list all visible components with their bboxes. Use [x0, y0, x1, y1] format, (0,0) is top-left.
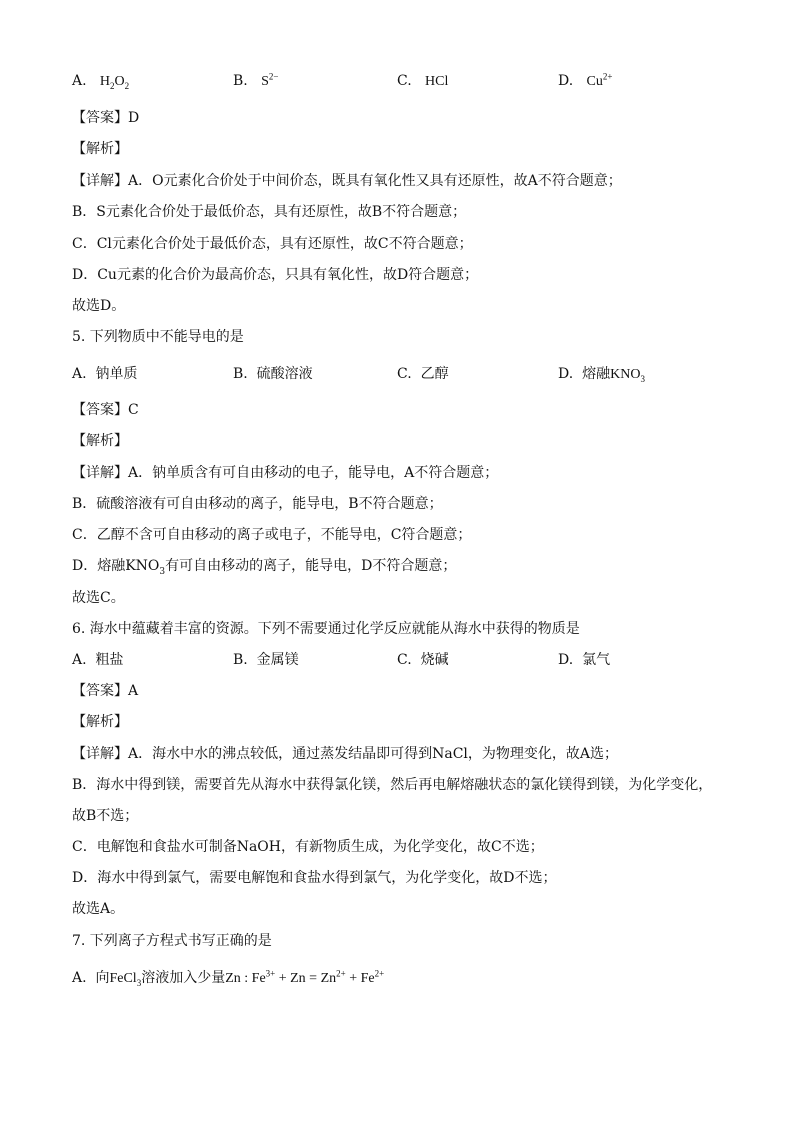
- q6-detail: 【详解】A．海水中水的沸点较低，通过蒸发结晶即可得到NaCl，为物理变化，故A选；: [72, 746, 619, 762]
- q4-detail: B．S元素化合价处于最低价态，具有还原性，故B不符合题意；: [72, 204, 467, 220]
- q5-detail: B．硫酸溶液有可自由移动的离子，能导电，B不符合题意；: [72, 496, 443, 512]
- q6-option-b: [233, 651, 299, 669]
- option-letter: B.: [233, 73, 248, 89]
- q4-option-b: [233, 72, 278, 91]
- q6-detail: D．海水中得到氯气，需要电解饱和食盐水得到氯气，为化学变化，故D不选；: [72, 870, 557, 886]
- formula-part: Zn: [225, 971, 241, 986]
- q6-option-c: [397, 651, 449, 669]
- option-text: 硫酸溶液: [256, 366, 313, 382]
- q5-answer: 【答案】C: [72, 402, 139, 418]
- option-text: 钠单质: [95, 366, 138, 382]
- q5-conclusion: 故选C。: [72, 590, 125, 606]
- ionic-equation: [225, 968, 385, 986]
- formula-part: +: [345, 971, 361, 986]
- option-letter: B.: [233, 366, 248, 382]
- option-letter: A.: [72, 970, 87, 986]
- q5-detail: [72, 557, 456, 575]
- option-letter: B.: [233, 652, 248, 668]
- formula-part: Fe: [251, 971, 266, 986]
- q6-analysis-label: 【解析】: [72, 714, 128, 730]
- formula-part: + Zn =: [275, 971, 321, 986]
- q4-conclusion: 故选D。: [72, 298, 126, 314]
- formula-subscript: 3: [640, 373, 645, 384]
- q4-detail: C．Cl元素化合价处于最低价态，具有还原性，故C不符合题意；: [72, 236, 473, 252]
- option-text: 熔融: [582, 366, 611, 382]
- q4-option-c: [397, 72, 448, 91]
- q4-option-a: [72, 72, 129, 91]
- option-letter: D.: [558, 652, 574, 668]
- formula-part: S: [261, 74, 269, 89]
- q6-option-d: [558, 651, 610, 669]
- option-text: 粗盐: [95, 652, 124, 668]
- q4-analysis-label: 【解析】: [72, 141, 128, 157]
- q5-option-c: [397, 365, 449, 383]
- q6-answer: 【答案】A: [72, 683, 139, 699]
- q5-option-d: [558, 365, 645, 384]
- q5-option-b: [233, 365, 313, 383]
- q6-detail: B．海水中得到镁，需要首先从海水中获得氯化镁，然后再电解熔融状态的氯化镁得到镁，为化学变化，: [72, 777, 713, 793]
- q6-detail: 故B不选；: [72, 808, 139, 824]
- q4-option-d: [558, 72, 612, 91]
- formula: [586, 71, 613, 89]
- option-text: 金属镁: [256, 652, 299, 668]
- formula-superscript: 3+: [265, 968, 276, 979]
- formula: [261, 71, 279, 89]
- option-letter: C.: [397, 366, 412, 382]
- q4-detail: D．Cu元素的化合价为最高价态，只具有氧化性，故D符合题意；: [72, 267, 479, 283]
- formula-subscript: 2: [110, 80, 115, 91]
- option-text: 向: [95, 970, 110, 986]
- formula-subscript: 3: [136, 977, 142, 988]
- formula: [109, 971, 141, 986]
- detail-text: 有可自由移动的离子，能导电，D不符合题意；: [165, 558, 457, 574]
- q4-detail: 【详解】A．O元素化合价处于中间价态，既具有氧化性又具有还原性，故A不符合题意；: [72, 173, 622, 189]
- formula-part: Zn: [320, 971, 337, 986]
- q5-analysis-label: 【解析】: [72, 433, 128, 449]
- option-letter: A.: [72, 73, 87, 89]
- option-text: 烧碱: [420, 652, 449, 668]
- formula-superscript: 2+: [374, 968, 385, 979]
- formula-part: H: [99, 74, 111, 89]
- formula-superscript: 2+: [602, 71, 613, 82]
- formula-superscript: 2+: [336, 968, 346, 979]
- q4-answer: 【答案】D: [72, 110, 140, 126]
- formula-part: :: [240, 971, 252, 986]
- detail-text: D．熔融KNO: [72, 558, 160, 574]
- option-text: 氯气: [582, 652, 611, 668]
- formula-subscript: 3: [159, 566, 166, 577]
- q5-detail: 【详解】A．钠单质含有可自由移动的电子，能导电，A不符合题意；: [72, 465, 499, 481]
- q6-option-a: [72, 651, 123, 669]
- formula: HCl: [425, 74, 449, 89]
- formula-part: Cu: [586, 74, 603, 89]
- q5-detail: C．乙醇不含可自由移动的离子或电子，不能导电，C符合题意；: [72, 527, 472, 543]
- q7-stem: 7. 下列离子方程式书写正确的是: [72, 933, 272, 949]
- q7-option-a: [72, 969, 384, 988]
- formula-part: O: [114, 74, 125, 89]
- option-text: 乙醇: [420, 366, 449, 382]
- option-letter: A.: [72, 652, 87, 668]
- option-letter: D.: [558, 366, 574, 382]
- q6-detail: C．电解饱和食盐水可制备NaOH，有新物质生成，为化学变化，故C不选；: [72, 839, 544, 855]
- formula-superscript: 2−: [268, 71, 279, 82]
- option-letter: D.: [558, 73, 574, 89]
- option-letter: A.: [72, 366, 87, 382]
- option-text: 溶液加入少量: [141, 970, 226, 986]
- formula-part: KNO: [610, 367, 641, 382]
- formula: [100, 74, 129, 89]
- formula-part: Fe: [360, 971, 375, 986]
- formula-subscript: 2: [124, 80, 130, 91]
- formula-part: FeCl: [109, 971, 137, 986]
- formula: [610, 367, 645, 382]
- q6-stem: 6. 海水中蕴藏着丰富的资源。下列不需要通过化学反应就能从海水中获得的物质是: [72, 621, 580, 637]
- q5-stem: 5. 下列物质中不能导电的是: [72, 329, 244, 345]
- option-letter: C.: [397, 652, 412, 668]
- q5-option-a: [72, 365, 137, 383]
- q6-conclusion: 故选A。: [72, 901, 125, 917]
- option-letter: C.: [397, 73, 412, 89]
